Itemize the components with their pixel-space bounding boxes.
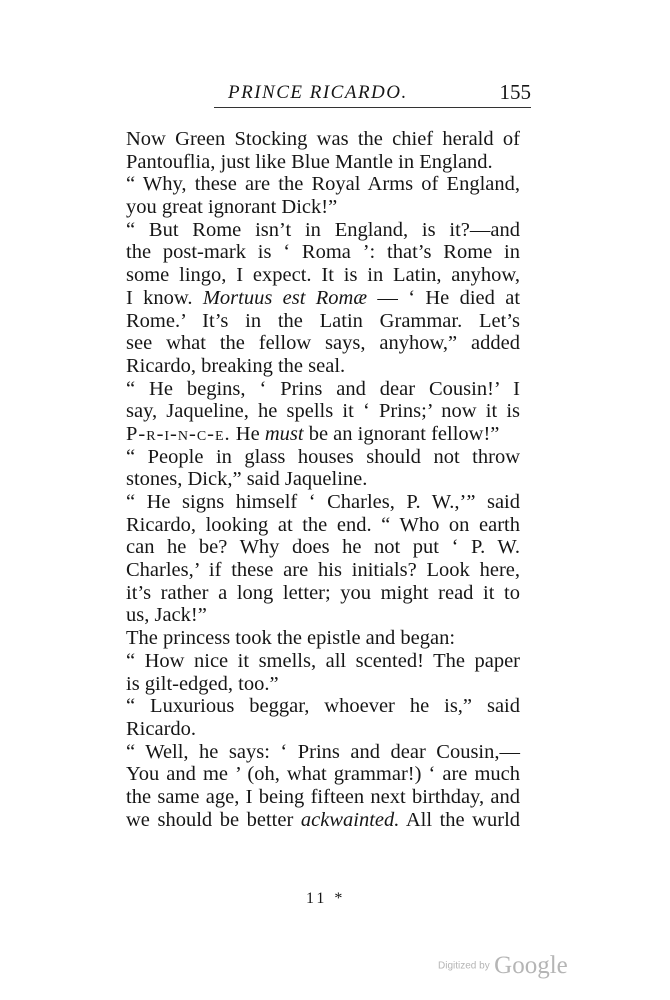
text-line: “ People in glass houses should not throw bbox=[126, 445, 520, 468]
text-span: He bbox=[235, 422, 260, 445]
running-header bbox=[214, 78, 531, 108]
text-line bbox=[126, 287, 520, 310]
text-line: Pantouflia, just like Blue Mantle in England. bbox=[126, 150, 493, 173]
latin-phrase: Mortuus est Romæ bbox=[202, 286, 368, 309]
text-line: You and me ’ (oh, what grammar!) ‘ are much bbox=[126, 763, 520, 786]
text-line: Charles,’ if these are his initials? Look here, bbox=[126, 559, 520, 582]
body-text bbox=[126, 128, 520, 831]
text-span: — ‘ He died at bbox=[377, 286, 521, 309]
text-line: Now Green Stocking was the chief herald of bbox=[126, 128, 520, 150]
text-line: some lingo, I expect. It is in Latin, anyhow, bbox=[126, 264, 520, 287]
page-number: 155 bbox=[499, 80, 531, 104]
text-line: Ricardo, breaking the seal. bbox=[126, 354, 346, 377]
text-line: The princess took the epistle and began: bbox=[126, 627, 456, 650]
text-line: Ricardo. bbox=[126, 717, 197, 740]
header-rule bbox=[214, 107, 531, 108]
text-line: “ Why, these are the Royal Arms of England, bbox=[126, 173, 520, 196]
watermark-brand: Google bbox=[494, 952, 568, 979]
text-line: you great ignorant Dick!” bbox=[126, 196, 338, 219]
text-span: we should be better bbox=[126, 808, 294, 831]
text-line: the same age, I being fifteen next birthday, and bbox=[126, 785, 520, 808]
text-line: it’s rather a long letter; you might read it to bbox=[126, 581, 520, 604]
text-line: “ He begins, ‘ Prins and dear Cousin!’ I bbox=[126, 377, 520, 400]
text-line: “ How nice it smells, all scented! The paper bbox=[126, 649, 520, 672]
emphasis: must bbox=[264, 422, 304, 445]
text-line: stones, Dick,” said Jaqueline. bbox=[126, 468, 368, 491]
text-line: see what the fellow says, anyhow,” added bbox=[126, 332, 520, 355]
running-title: PRINCE RICARDO. bbox=[228, 82, 408, 103]
text-span: All the wurld bbox=[405, 808, 521, 831]
text-line: say, Jaqueline, he spells it ‘ Prins;’ now it is bbox=[126, 400, 520, 423]
text-line: “ Well, he says: ‘ Prins and dear Cousin,— bbox=[126, 740, 520, 763]
signature-mark: 11 * bbox=[306, 890, 346, 907]
spelled-word: P-r-i-n-c-e. bbox=[126, 422, 231, 445]
text-line: “ He signs himself ‘ Charles, P. W.,’” said bbox=[126, 491, 520, 513]
text-line bbox=[126, 809, 520, 832]
text-line: Ricardo, looking at the end. “ Who on earth bbox=[126, 513, 520, 536]
text-line: Rome.’ It’s in the Latin Grammar. Let’s bbox=[126, 309, 520, 332]
text-line: the post-mark is ‘ Roma ’: that’s Rome in bbox=[126, 241, 520, 264]
emphasis: ackwainted. bbox=[300, 808, 400, 831]
text-line: “ Luxurious beggar, whoever he is,” said bbox=[126, 695, 520, 718]
text-line: “ But Rome isn’t in England, is it?—and bbox=[126, 218, 520, 241]
watermark-prefix: Digitized by bbox=[438, 960, 490, 972]
text-span: be an ignorant fellow!” bbox=[308, 422, 500, 445]
text-line: can he be? Why does he not put ‘ P. W. bbox=[126, 536, 520, 559]
text-line bbox=[126, 423, 520, 446]
digitized-watermark bbox=[438, 952, 568, 980]
text-span: I know. bbox=[126, 286, 193, 309]
text-line: is gilt-edged, too.” bbox=[126, 672, 279, 695]
text-line: us, Jack!” bbox=[126, 604, 207, 627]
